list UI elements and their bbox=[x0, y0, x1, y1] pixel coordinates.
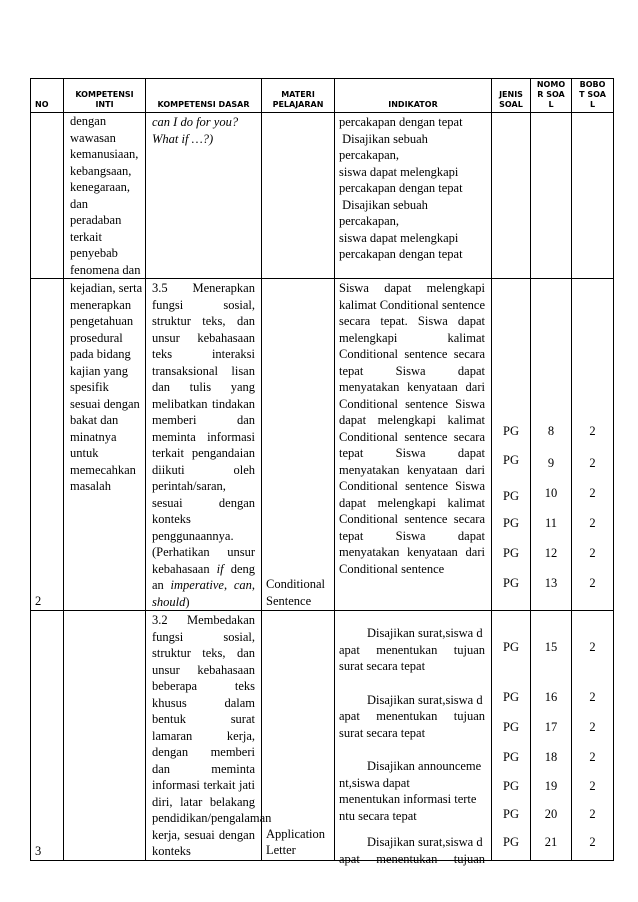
text-line: fenomena dan bbox=[70, 262, 141, 277]
bobot-value: 2 bbox=[589, 456, 596, 470]
text-line: siswa dapat melengkapi bbox=[339, 164, 459, 179]
bobot-value: 2 bbox=[589, 486, 596, 500]
jenis-value: PG bbox=[503, 690, 519, 704]
row-number-2: 2 bbox=[35, 594, 42, 608]
text-line: prosedural bbox=[70, 330, 123, 345]
jenis-value: PG bbox=[503, 640, 519, 654]
text-line: peradaban bbox=[70, 213, 122, 227]
nomor-value: 10 bbox=[544, 486, 558, 500]
text-line: percakapan dengan tepat bbox=[339, 247, 463, 261]
text-line: percakapan dengan tepat bbox=[339, 115, 463, 129]
bobot-value: 2 bbox=[589, 807, 596, 821]
kd-text-1 bbox=[146, 113, 261, 147]
text-line: can I do for you? bbox=[152, 115, 239, 129]
ki-cell-1 bbox=[64, 113, 146, 279]
jenis-cell-2 bbox=[492, 279, 531, 611]
ki-cell-3 bbox=[64, 611, 146, 861]
header-nomor-soal: NOMOR SOAL bbox=[531, 79, 572, 113]
jenis-value: PG bbox=[503, 750, 519, 764]
text-line: kenegaraan, bbox=[70, 180, 131, 194]
indikator-line: apat menentukan tujuan bbox=[339, 709, 485, 723]
bobot-cell-3 bbox=[572, 611, 614, 861]
indikator-line: ntu secara tepat bbox=[339, 808, 417, 823]
nomor-value: 15 bbox=[544, 640, 558, 654]
header-kompetensi-dasar: KOMPETENSI DASAR bbox=[146, 79, 262, 113]
jenis-value: PG bbox=[503, 516, 519, 530]
text-line: wawasan bbox=[70, 130, 116, 145]
materi-text-2: Conditional Sentence bbox=[266, 577, 326, 608]
indikator-line: apat menentukan tujuan bbox=[339, 642, 485, 657]
ki-cell-2 bbox=[64, 279, 146, 611]
table-row-2 bbox=[31, 279, 614, 611]
text-line: Disajikan sebuah bbox=[339, 197, 428, 212]
jenis-value: PG bbox=[503, 779, 519, 793]
text-line: dan bbox=[70, 196, 89, 211]
ki-text-2 bbox=[64, 279, 145, 495]
indikator-line: Disajikan surat,siswa d bbox=[367, 835, 483, 849]
jenis-cell-1 bbox=[492, 113, 531, 279]
bobot-value: 2 bbox=[589, 835, 596, 849]
jenis-value: PG bbox=[503, 453, 519, 467]
header-kompetensi-inti: KOMPETENSI INTI bbox=[64, 79, 146, 113]
nomor-cell-3 bbox=[531, 611, 572, 861]
text-line: dengan bbox=[70, 114, 107, 128]
jenis-value: PG bbox=[503, 835, 519, 849]
text-line: spesifik bbox=[70, 380, 109, 394]
text-line: pada bidang bbox=[70, 347, 131, 361]
text-line: minatnya bbox=[70, 429, 117, 444]
kd-cell-3 bbox=[146, 611, 272, 861]
jenis-value: PG bbox=[503, 546, 519, 560]
indikator-cell-3 bbox=[335, 611, 492, 866]
bobot-value: 2 bbox=[589, 576, 596, 590]
header-jenis-soal: JENIS SOAL bbox=[492, 79, 531, 113]
nomor-value: 21 bbox=[544, 835, 558, 849]
indikator-cell-1 bbox=[335, 113, 492, 279]
nomor-value: 19 bbox=[544, 779, 558, 793]
bobot-cell-2 bbox=[572, 279, 614, 611]
jenis-value: PG bbox=[503, 576, 519, 590]
no-cell-2 bbox=[31, 279, 64, 611]
jenis-value: PG bbox=[503, 489, 519, 503]
text-line: memecahkan bbox=[70, 462, 136, 477]
table-row-3 bbox=[31, 611, 614, 861]
nomor-value: 8 bbox=[547, 424, 555, 438]
nomor-value: 20 bbox=[544, 807, 558, 821]
jenis-cell-3 bbox=[492, 611, 531, 861]
bobot-cell-1 bbox=[572, 113, 614, 279]
nomor-value: 18 bbox=[544, 750, 558, 764]
header-row bbox=[31, 79, 614, 113]
materi-cell-3 bbox=[262, 611, 335, 861]
header-no: NO bbox=[31, 79, 64, 113]
text-line: masalah bbox=[70, 479, 111, 493]
text-line: What if …?) bbox=[152, 131, 214, 146]
bobot-value: 2 bbox=[589, 546, 596, 560]
bobot-value: 2 bbox=[589, 424, 596, 438]
ki-text-1 bbox=[64, 113, 145, 278]
nomor-value: 13 bbox=[544, 576, 558, 590]
nomor-value: 12 bbox=[544, 546, 558, 560]
bobot-value: 2 bbox=[589, 779, 596, 793]
table-row-continuation bbox=[31, 113, 614, 279]
text-line: percakapan, bbox=[339, 148, 400, 162]
nomor-value: 16 bbox=[544, 690, 558, 704]
header-bobot-soal: BOBOT SOAL bbox=[572, 79, 614, 113]
text-line: sesuai dengan bbox=[70, 396, 140, 411]
indikator-line: Disajikan announceme bbox=[367, 759, 482, 773]
materi-text-3: Application Letter bbox=[266, 826, 326, 857]
bobot-value: 2 bbox=[589, 720, 596, 734]
materi-cell-2 bbox=[262, 279, 335, 611]
no-cell-3 bbox=[31, 611, 64, 861]
row-number-3: 3 bbox=[35, 843, 42, 858]
bobot-value: 2 bbox=[589, 690, 596, 704]
nomor-value: 17 bbox=[544, 720, 558, 734]
text-line: Disajikan sebuah bbox=[339, 131, 428, 146]
text-line: kejadian, serta bbox=[70, 281, 143, 295]
indikator-text-3 bbox=[335, 611, 491, 867]
nomor-cell-2 bbox=[531, 279, 572, 611]
kd-text-2: 3.5 Menerapkan fungsi sosial, struktur teks, dan unsur kebahasaan teks interaksi transaksional lisan dan tulis yang melibatkan tindakan memberi dan meminta informasi terkait pengandaian diikuti oleh perintah/saran, sesuai dengan konteks penggunaannya. (Perhatikan unsur kebahasaan if deng an imperative, can, should) bbox=[152, 281, 255, 609]
indikator-line: Disajikan surat,siswa d bbox=[367, 692, 483, 707]
text-line: terkait bbox=[70, 229, 102, 244]
no-cell-empty bbox=[31, 113, 64, 279]
indikator-text-2: Siswa dapat melengkapi kalimat Conditional sentence secara tepat. Siswa dapat melengkapi kalimat Conditional sentence secara tepat Siswa dapat menyatakan kenyataan dari Conditional sentence Siswa dapat melengkapi kalimat Conditional sentence secara tepat Siswa dapat menyatakan kenyataan dari Conditional sentence Siswa dapat melengkapi kalimat Conditional sentence secara tepat Siswa dapat menyatakan kenyataan dari Conditional sentence bbox=[339, 281, 485, 576]
kd-cell-2 bbox=[146, 279, 262, 611]
bobot-value: 2 bbox=[589, 640, 596, 654]
jenis-value: PG bbox=[503, 424, 519, 438]
indikator-text-1 bbox=[335, 113, 491, 263]
indikator-line: apat menentukan tujuan bbox=[339, 851, 485, 866]
text-line: bakat dan bbox=[70, 413, 119, 427]
text-line: kebangsaan, bbox=[70, 163, 132, 178]
text-line: untuk bbox=[70, 446, 99, 460]
indikator-line: surat secara tepat bbox=[339, 659, 426, 673]
text-line: kajian yang bbox=[70, 363, 128, 378]
text-line: percakapan, bbox=[339, 214, 400, 228]
indikator-cell-2 bbox=[335, 279, 492, 611]
indikator-line: nt,siswa dapat bbox=[339, 775, 410, 790]
header-indikator: INDIKATOR bbox=[335, 79, 492, 113]
kisi-kisi-table bbox=[30, 78, 614, 866]
kd-text-3: 3.2 Membedakan fungsi sosial, struktur teks, dan unsur kebahasaan beberapa teks khusus dalam bentuk surat lamaran kerja, dengan memberi dan meminta informasi terkait jati diri, latar belakang pendidikan/pengalaman kerja, sesuai dengan konteks bbox=[152, 613, 272, 858]
text-line: pengetahuan bbox=[70, 314, 134, 328]
materi-cell-1 bbox=[262, 113, 335, 279]
text-line: kemanusiaan, bbox=[70, 147, 139, 161]
bobot-value: 2 bbox=[589, 750, 596, 764]
bobot-value: 2 bbox=[589, 516, 596, 530]
header-materi: MATERI PELAJARAN bbox=[262, 79, 335, 113]
nomor-cell-1 bbox=[531, 113, 572, 279]
text-line: percakapan dengan tepat bbox=[339, 181, 463, 195]
indikator-line: Disajikan surat,siswa d bbox=[367, 626, 483, 640]
text-line: penyebab bbox=[70, 246, 118, 260]
jenis-value: PG bbox=[503, 807, 519, 821]
kd-cell-1 bbox=[146, 113, 262, 279]
text-line: menerapkan bbox=[70, 297, 132, 312]
nomor-value: 11 bbox=[544, 516, 558, 530]
indikator-line: surat secara tepat bbox=[339, 725, 426, 740]
text-line: siswa dapat melengkapi bbox=[339, 230, 459, 245]
jenis-value: PG bbox=[503, 720, 519, 734]
nomor-value: 9 bbox=[547, 456, 555, 470]
indikator-line: menentukan informasi terte bbox=[339, 792, 477, 806]
